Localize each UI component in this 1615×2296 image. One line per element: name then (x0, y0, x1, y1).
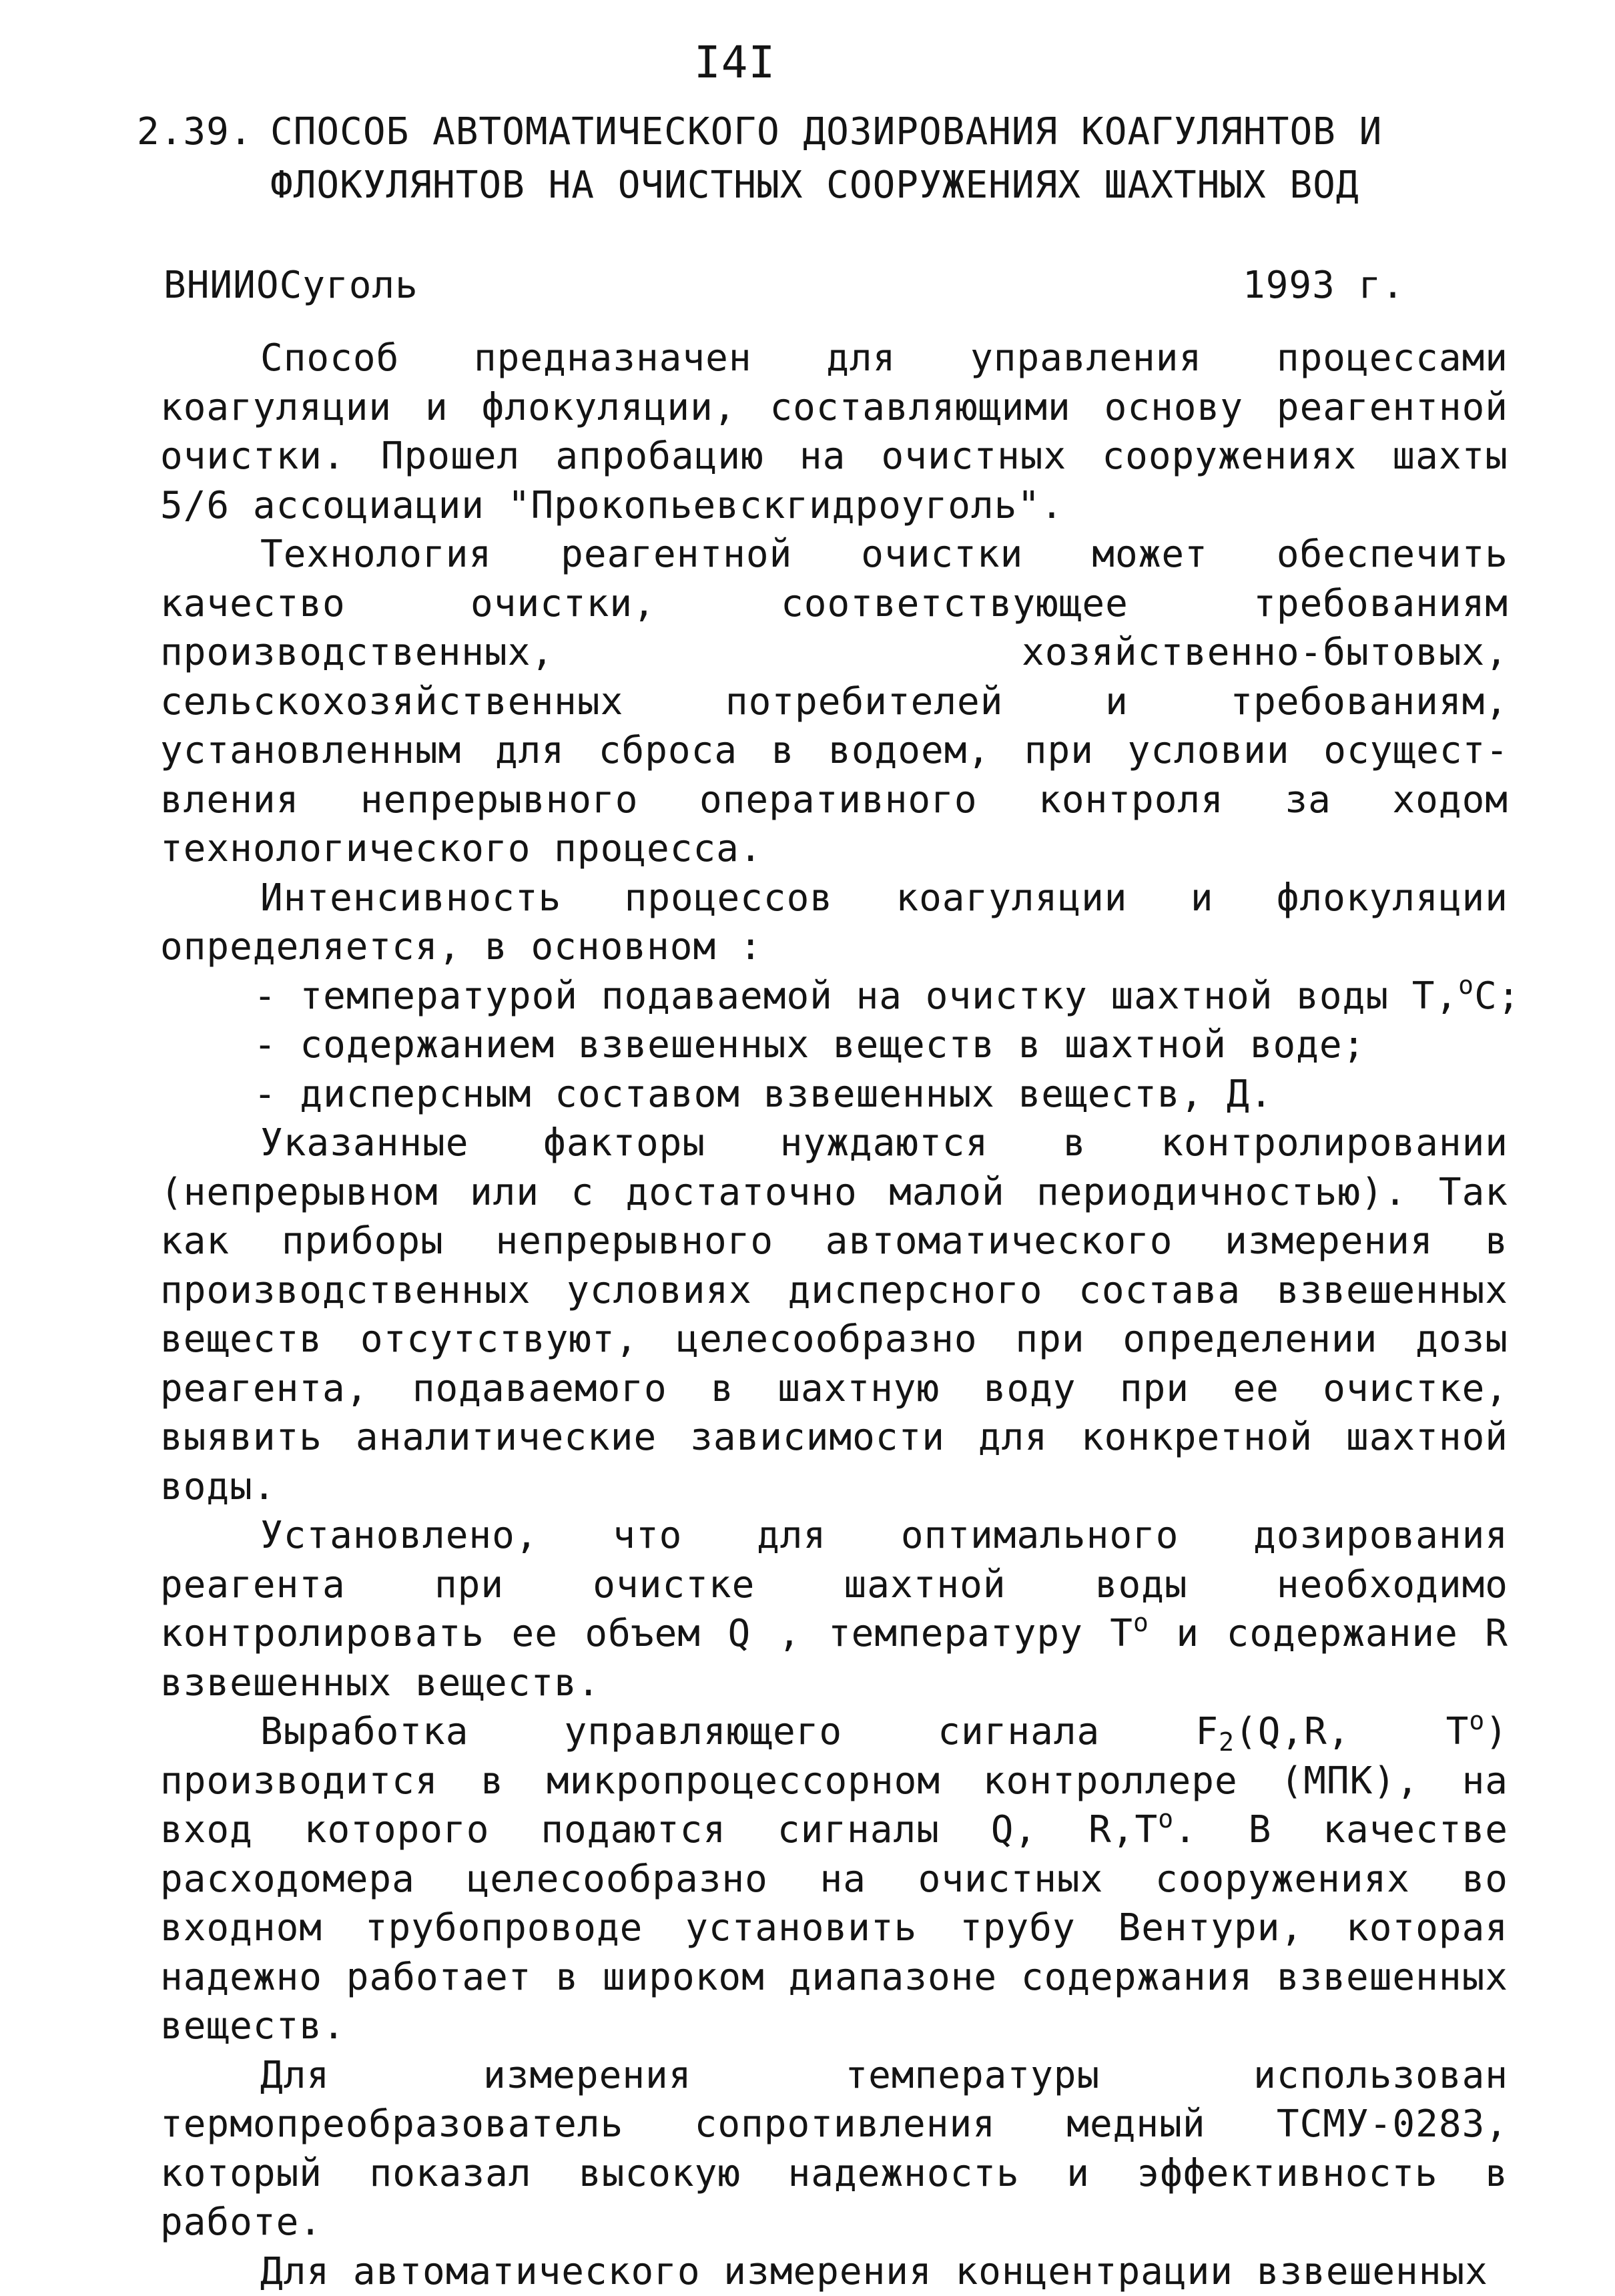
body-text (160, 334, 1508, 2296)
source-line (164, 264, 1405, 307)
paragraph-8: Для автоматического измерения концентрации взвешенных (160, 2247, 1508, 2296)
section-number: 2.39. (137, 110, 253, 154)
paragraph-2: Технология реагентной очистки может обеспечить качество очистки, соответствующее требованиям производственных, хозяйственно-бытовых, сельскохозяйственных потребителей и требованиям, установленным для сброса в водоем, при условии осуществления непрерывного оперативного контроля за ходом технологического процесса. (160, 530, 1508, 874)
paragraph-7: Для измерения температуры использован термопреобразователь сопротивления медный ТСМУ-0283, который показал высокую надежность и эффективность в работе. (160, 2051, 1508, 2247)
section-title-line-1: СПОСОБ АВТОМАТИЧЕСКОГО ДОЗИРОВАНИЯ КОАГУЛЯНТОВ И (270, 110, 1382, 154)
paragraph-4: Указанные факторы нуждаются в контролировании (непрерывном или с достаточно малой периодичностью). Так как приборы непрерывного автоматического измерения в производственных условиях дисперсного состава взвешенных веществ отсутствуют, целесообразно при определении дозы реагента, подаваемого в шахтную воду при ее очистке, выявить аналитические зависимости для конкретной шахтной воды. (160, 1119, 1508, 1511)
list-item-suspended-solids: - содержанием взвешенных веществ в шахтной воде; (160, 1021, 1508, 1070)
section-title-line-2: ФЛОКУЛЯНТОВ НА ОЧИСТНЫХ СООРУЖЕНИЯХ ШАХТНЫХ ВОД (270, 164, 1359, 207)
list-item-dispersion: - дисперсным составом взвешенных веществ, Д. (160, 1070, 1508, 1119)
paragraph-6: Выработка управляющего сигнала $F_2(Q,R$, $Т^о$) производится в микропроцессорном контроллере (МПК), на вход которого подаются сигналы Q, $R,T^о$. В качестве расходомера целесообразно на очистных сооружениях во входном трубопроводе установить трубу Вентури, которая надежно работает в широком диапазоне содержания взвешенных веществ. (160, 1707, 1508, 2051)
organization: ВНИИОСуголь (164, 264, 418, 307)
paragraph-1: Способ предназначен для управления процессами коагуляции и флокуляции, составляющими основу реагентной очистки. Прошел апробацию на очистных сооружениях шахты 5/6 ассоциации "Прокопьевскгидроуголь". (160, 334, 1508, 530)
list-item-temperature: - температурой подаваемой на очистку шахтной воды Т,$^о$С; (160, 972, 1508, 1021)
paragraph-3: Интенсивность процессов коагуляции и флокуляции определяется, в основном : (160, 874, 1508, 972)
year: 1993 г. (1243, 264, 1405, 307)
paragraph-5: Установлено, что для оптимального дозирования реагента при очистке шахтной воды необходимо контролировать ее объем Q , температуру $Т^о$ и содержание R взвешенных веществ. (160, 1511, 1508, 1707)
page-number: I4I (694, 37, 775, 88)
